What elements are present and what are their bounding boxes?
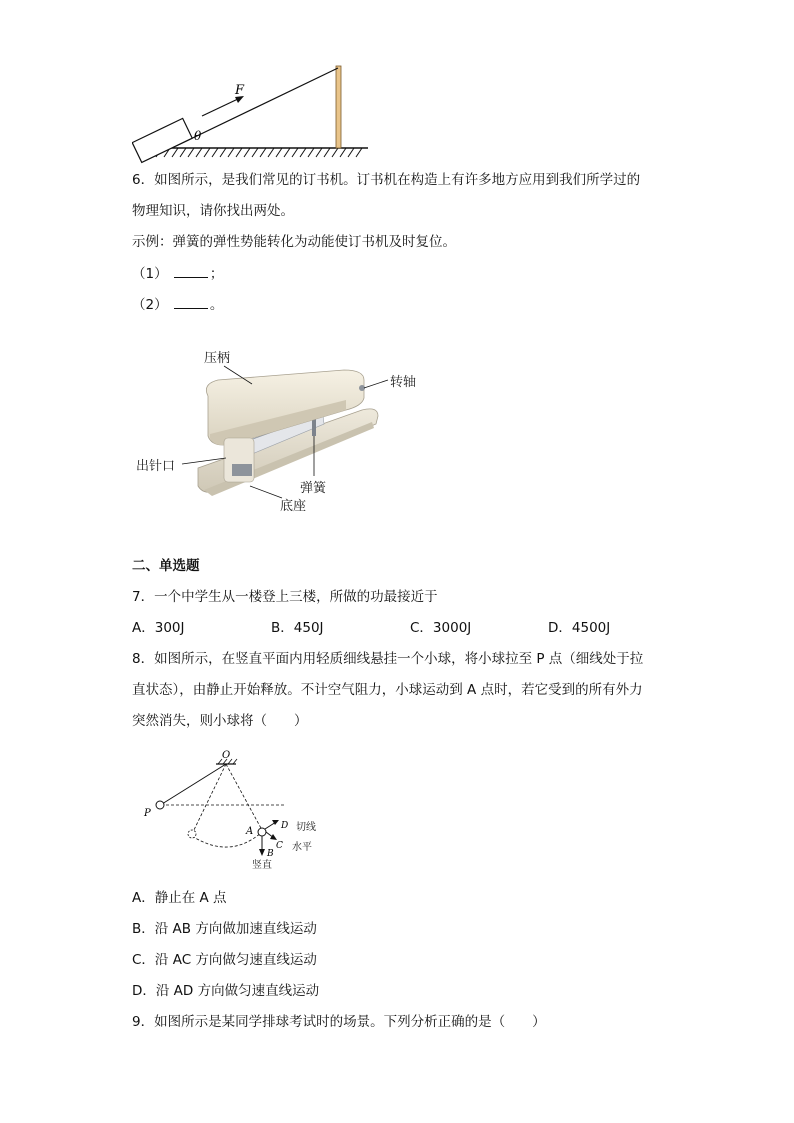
q6-line1: 6．如图所示，是我们常见的订书机。订书机在构造上有许多地方应用到我们所学过的: [132, 172, 641, 188]
label-vertical: 竖直: [252, 860, 272, 871]
label-spring: 弹簧: [300, 481, 327, 496]
force-label: F: [235, 83, 245, 98]
label-C: C: [276, 841, 283, 851]
label-horizontal: 水平: [292, 842, 312, 853]
blank2-suffix: 。: [209, 297, 224, 313]
angle-label: θ: [194, 129, 202, 143]
q6-example: 示例：弹簧的弹性势能转化为动能使订书机及时复位。: [132, 234, 456, 250]
q8-line2: 直状态），由静止开始释放。不计空气阻力，小球运动到 A 点时，若它受到的所有外力: [132, 682, 643, 698]
q6-blank2: [132, 294, 223, 315]
q7-stem: 7．一个中学生从一楼登上三楼，所做的功最接近于: [132, 589, 438, 605]
label-O: O: [222, 750, 231, 761]
q8-option-d[interactable]: D．沿 AD 方向做匀速直线运动: [132, 983, 320, 999]
answer-blank-2[interactable]: [174, 294, 208, 309]
q8-option-a[interactable]: A．静止在 A 点: [132, 890, 227, 906]
label-P: P: [144, 808, 151, 819]
q8-option-b[interactable]: B．沿 AB 方向做加速直线运动: [132, 921, 317, 937]
label-D: D: [281, 821, 289, 831]
incline-figure: [132, 60, 372, 165]
q7-option-b[interactable]: B．450J: [271, 620, 324, 636]
answer-blank-1[interactable]: [174, 263, 208, 278]
q7-option-a[interactable]: A．300J: [132, 620, 185, 636]
q8-line1: 8．如图所示，在竖直平面内用轻质细线悬挂一个小球，将小球拉至 P 点（细线处于拉: [132, 651, 644, 667]
blank1-suffix: ；: [209, 266, 224, 282]
pendulum-figure: [140, 748, 340, 876]
stapler-figure: [132, 340, 432, 520]
label-A: A: [246, 826, 254, 837]
blank2-prefix: （2）: [132, 297, 168, 313]
q7-option-c[interactable]: C．3000J: [410, 620, 472, 636]
label-B: B: [267, 849, 274, 859]
label-outlet: 出针口: [136, 459, 176, 474]
q9-stem: 9．如图所示是某同学排球考试时的场景。下列分析正确的是（ ）: [132, 1014, 546, 1030]
blank1-prefix: （1）: [132, 266, 168, 282]
q8-option-c[interactable]: C．沿 AC 方向做匀速直线运动: [132, 952, 317, 968]
q6-line2: 物理知识，请你找出两处。: [132, 203, 294, 219]
q6-blank1: [132, 263, 223, 284]
section-title: 二、单选题: [132, 558, 200, 574]
q8-line3: 突然消失，则小球将（ ）: [132, 713, 308, 729]
label-pivot: 转轴: [390, 375, 417, 390]
label-tangent: 切线: [296, 822, 316, 833]
label-base: 底座: [280, 499, 307, 514]
label-handle: 压柄: [204, 351, 231, 366]
q7-option-d[interactable]: D．4500J: [548, 620, 611, 636]
